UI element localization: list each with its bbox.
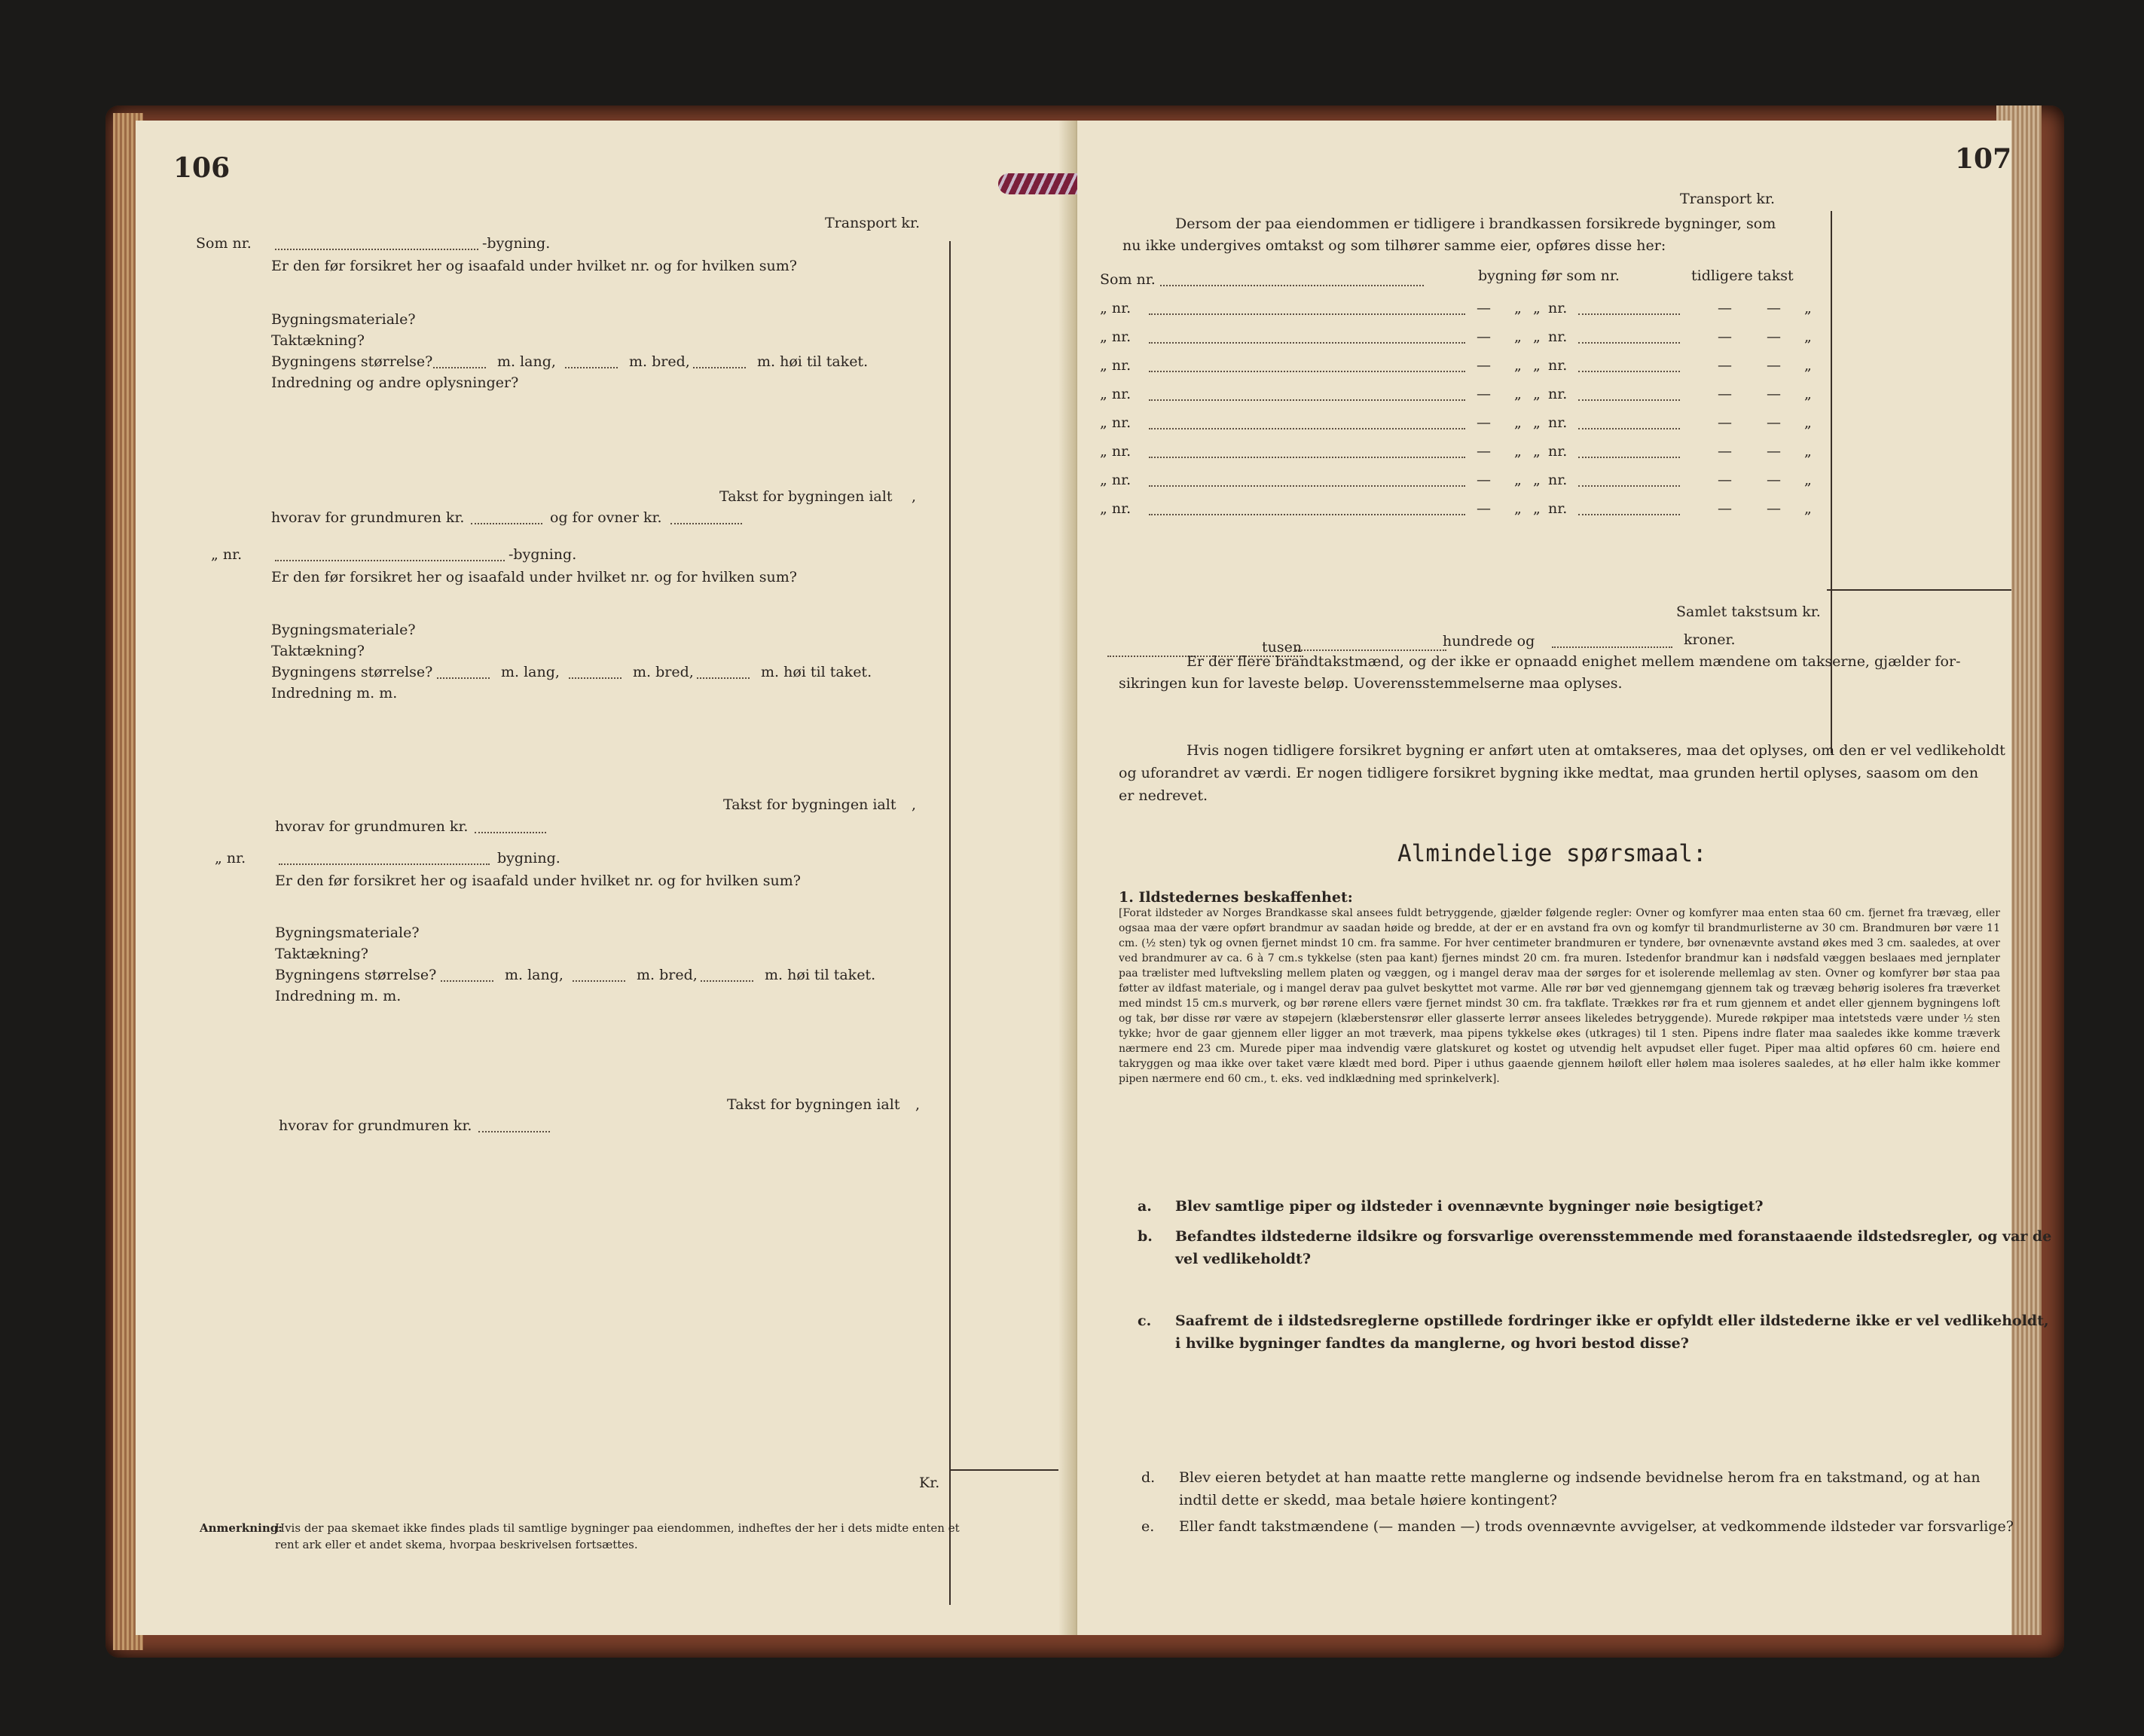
qb-text-2: vel vedlikeholdt? [1175,1251,1311,1267]
takst-ialt-label-2: Takst for bygningen ialt [723,796,896,813]
table-row-quote: „ [1514,386,1522,402]
anmerkning-label: Anmerkning: [200,1521,283,1535]
table-row-nr: nr. [1548,443,1568,460]
taktaekning-label-2: Taktækning? [271,643,365,659]
table-row-dash: — [1477,414,1491,431]
length-field-3[interactable] [441,980,493,982]
hvis-line-2: og uforandret av værdi. Er nogen tidligere forsikret bygning ikke medtat, maa grunden hertil oplyses, saasom om den [1119,765,1979,781]
bygning-suffix-3: bygning. [497,850,560,866]
anmerkning-text-1: Hvis der paa skemaet ikke findes plads til samtlige bygninger paa eiendommen, indheftes der her i dets midte enten et [275,1521,960,1535]
width-field[interactable] [565,367,618,368]
table-row-quote: „ [1514,300,1522,316]
table-row-quote: „ [1514,414,1522,431]
indredning-label-2: Indredning m. m. [271,685,398,701]
qe-letter: e. [1141,1518,1155,1535]
qc-letter: c. [1138,1313,1152,1329]
table-row-dash: — [1477,300,1491,316]
qb-text-1: Befandtes ildstederne ildsikre og forsvarlige overensstemmende med foranstaaende ildstedsregler, og var de [1175,1228,2052,1245]
m-bred-label-3: m. bred, [637,967,698,983]
comma-mark-3: , [915,1096,921,1113]
table-row-quote: „ [1533,500,1541,517]
table-row-building-field[interactable] [1149,428,1465,429]
flere-line-1: Er der flere brandtakstmænd, og der ikke er opnaadd enighet mellem mændene om takserne, gjælder for- [1187,653,1961,670]
transport-label: Transport kr. [825,215,920,231]
table-row-quote: „ [1804,414,1812,431]
table-row-dash: — [1767,386,1781,402]
transport-label-right: Transport kr. [1680,191,1775,207]
amount-column-rule-right [1831,211,1832,753]
table-row-dash: — [1477,357,1491,374]
grundmur-label: hvorav for grundmuren kr. [271,509,465,526]
grundmur-label-3: hvorav for grundmuren kr. [279,1117,472,1134]
table-row-nr-field[interactable] [1578,514,1680,515]
amount-column-rule [949,241,951,1605]
qb-letter: b. [1138,1228,1153,1245]
table-row-quote: „ [1804,472,1812,488]
table-row-building-field[interactable] [1149,457,1465,458]
table-row-dash: — [1718,357,1732,374]
hundrede-field[interactable] [1296,649,1446,651]
table-row-dash: — [1767,300,1781,316]
table-row-dash: — [1767,443,1781,460]
grundmur-label-2: hvorav for grundmuren kr. [275,818,469,835]
m-bred-label-2: m. bred, [633,664,694,680]
table-row-building-field[interactable] [1149,514,1465,515]
section-heading: Almindelige spørsmaal: [1397,840,1707,867]
left-page [136,121,1079,1635]
nr-prefix-3: „ nr. [215,850,246,866]
hundrede-label: hundrede og [1443,633,1535,649]
table-row-dash: — [1718,443,1732,460]
table-row-quote: „ [1514,443,1522,460]
table-row-prefix: „ nr. [1100,443,1132,460]
qc-text-1: Saafremt de i ildstedsreglerne opstillede fordringer ikke er opfyldt eller ildstederne ikke er vel vedlikeholdt, [1175,1313,2049,1329]
m-hoi-label: m. høi til taket. [757,353,869,370]
table-row-prefix: „ nr. [1100,472,1132,488]
intro-line-2: nu ikke undergives omtakst og som tilhører samme eier, opføres disse her: [1122,237,1666,254]
qd-text-1: Blev eieren betydet at han maatte rette manglerne og indsende bevidnelse herom fra en takstmand, og at han [1179,1469,1981,1486]
table-row-quote: „ [1514,357,1522,374]
table-row-quote: „ [1804,500,1812,517]
m-lang-label: m. lang, [497,353,556,370]
table-row-dash: — [1477,443,1491,460]
table-row-nr-field[interactable] [1578,313,1680,315]
table-row-building-field[interactable] [1149,342,1465,344]
table-row-quote: „ [1533,357,1541,374]
table-row-dash: — [1477,500,1491,517]
table-row-dash: — [1718,414,1732,431]
m-hoi-label-2: m. høi til taket. [761,664,872,680]
table-row-dash: — [1477,329,1491,345]
comma-mark-2: , [912,796,917,813]
right-page-number: 107 [1955,143,2012,175]
storrelse-label-2: Bygningens størrelse? [271,664,433,680]
table-row-nr: nr. [1548,500,1568,517]
table-row-prefix: „ nr. [1100,500,1132,517]
kroner-label: kroner. [1684,631,1736,648]
table-row-quote: „ [1514,472,1522,488]
building-nr-field-2[interactable] [275,560,505,561]
qc-text-2: i hvilke bygninger fandtes da manglerne, og hvori bestod disse? [1175,1335,1689,1352]
table-row-dash: — [1718,500,1732,517]
table-row-dash: — [1477,386,1491,402]
table-row-quote: „ [1804,443,1812,460]
som-nr-label: Som nr. [196,235,252,252]
materiale-label-2: Bygningsmateriale? [271,622,416,638]
table-row-quote: „ [1533,386,1541,402]
flere-line-2: sikringen kun for laveste beløp. Uoverensstemmelserne maa oplyses. [1119,675,1623,692]
table-row-building-field[interactable] [1149,371,1465,372]
bygning-suffix: -bygning. [482,235,551,252]
grundmur-field[interactable] [471,523,542,524]
ovner-field[interactable] [670,523,742,524]
table-row-quote: „ [1533,472,1541,488]
table-row-nr-field[interactable] [1578,399,1680,401]
table-row-prefix: „ nr. [1100,414,1132,431]
comma-mark: , [912,488,917,505]
qa-letter: a. [1138,1198,1152,1215]
table-row-dash: — [1767,329,1781,345]
samlet-label: Samlet takstsum kr. [1676,604,1821,620]
intro-line-1: Dersom der paa eiendommen er tidligere i brandkassen forsikrede bygninger, som [1175,215,1776,232]
table-row-quote: „ [1533,414,1541,431]
building-nr-field[interactable] [275,249,478,250]
indredning-label-3: Indredning m. m. [275,988,402,1004]
storrelse-label-3: Bygningens størrelse? [275,967,437,983]
right-page [1077,121,2052,1635]
table-row-quote: „ [1804,357,1812,374]
bygning-for-label: bygning før som nr. [1478,267,1620,284]
table-row-dash: — [1718,472,1732,488]
ovner-label: og for ovner kr. [550,509,662,526]
length-field-2[interactable] [437,677,490,679]
length-field[interactable] [433,367,486,368]
table-row-nr: nr. [1548,472,1568,488]
table-row-dash: — [1718,386,1732,402]
table-row-quote: „ [1804,329,1812,345]
table-row-prefix: „ nr. [1100,329,1132,345]
nr-prefix-2: „ nr. [211,546,243,563]
width-field-3[interactable] [573,980,625,982]
kroner-field[interactable] [1552,646,1672,648]
tusen-label: tusen [1262,639,1303,656]
table-row-nr-field[interactable] [1578,342,1680,344]
takst-ialt-label-3: Takst for bygningen ialt [727,1096,900,1113]
table-row-dash: — [1477,472,1491,488]
table-row-building-field[interactable] [1149,313,1465,315]
table-row-quote: „ [1533,443,1541,460]
anmerkning-text-2: rent ark eller et andet skema, hvorpaa beskrivelsen fortsættes. [275,1538,638,1551]
table-row-quote: „ [1514,500,1522,517]
qd-letter: d. [1141,1469,1156,1486]
total-kr-label: Kr. [919,1475,940,1491]
table-row-dash: — [1718,300,1732,316]
building-nr-field-3[interactable] [279,863,490,865]
width-field-2[interactable] [569,677,622,679]
taktaekning-label-3: Taktækning? [275,946,368,962]
table-row-prefix: „ nr. [1100,357,1132,374]
table-row-prefix: „ nr. [1100,386,1132,402]
takst-ialt-label: Takst for bygningen ialt [719,488,893,505]
m-bred-label: m. bred, [629,353,690,370]
table-row-dash: — [1767,357,1781,374]
bygning-suffix-2: -bygning. [509,546,577,563]
forsikret-question-2: Er den før forsikret her og isaafald under hvilket nr. og for hvilken sum? [271,569,797,585]
tidligere-takst-label: tidligere takst [1691,267,1794,284]
indredning-label: Indredning og andre oplysninger? [271,374,519,391]
sum-rule [1827,589,2011,591]
grundmur-field-3[interactable] [478,1131,550,1132]
table-som-nr: Som nr. [1100,271,1156,288]
hvis-line-1: Hvis nogen tidligere forsikret bygning er anført uten at omtakseres, maa det oplyses, om den er vel vedlikeholdt [1187,742,2005,759]
m-lang-label-3: m. lang, [505,967,563,983]
grundmur-field-2[interactable] [475,832,546,833]
table-row-dash: — [1767,500,1781,517]
table-row-dash: — [1767,414,1781,431]
table-row-0-field[interactable] [1160,285,1424,286]
m-hoi-label-3: m. høi til taket. [765,967,876,983]
table-row-nr: nr. [1548,300,1568,316]
table-row-nr: nr. [1548,329,1568,345]
table-row-dash: — [1718,329,1732,345]
table-row-building-field[interactable] [1149,399,1465,401]
height-field-2[interactable] [697,677,750,679]
table-row-nr: nr. [1548,414,1568,431]
left-page-number: 106 [173,152,231,184]
table-row-quote: „ [1804,386,1812,402]
table-row-dash: — [1767,472,1781,488]
m-lang-label-2: m. lang, [501,664,560,680]
table-row-nr: nr. [1548,357,1568,374]
height-field-3[interactable] [701,980,753,982]
forsikret-question-3: Er den før forsikret her og isaafald under hvilket nr. og for hvilken sum? [275,873,801,889]
storrelse-label: Bygningens størrelse? [271,353,433,370]
taktaekning-label: Taktækning? [271,332,365,349]
q1-title: 1. Ildstedernes beskaffenhet: [1119,889,1353,906]
materiale-label-3: Bygningsmateriale? [275,925,420,941]
materiale-label: Bygningsmateriale? [271,311,416,328]
table-row-nr-field[interactable] [1578,457,1680,458]
hvis-line-3: er nedrevet. [1119,787,1208,804]
q1-rules: [Forat ildsteder av Norges Brandkasse skal ansees fuldt betryggende, gjælder følgende regler: Ovner og komfyrer maa enten staa 60 cm. fjernet fra trævæg, eller ogsaa maa der være opført brandmur av saadan høide og bredde, at der er en avstand fra ovn og komfyr til brandmurlisterne av 30 cm. Brandmuren bør være 11 cm. (½ sten) tyk og ovnen fjernet mindst 10 cm. fra samme. For hver centimeter brandmuren er tyndere, bør ovnenævnte avstand økes med 3 cm. saaledes, at over ved brandmurer av ca. 6 à 7 cm.s tykkelse (sten paa kant) fjernes mindst 20 cm. fra muren. Istedenfor brandmur kan i nødsfald væggen beslaaes med jernplater paa trælister med luftveksling mellem platen og væggen, og i mangel derav maa der sørges for et isolerende mellemlag av sten. Ovner og komfyrer bør staa paa føtter av ildfast materiale, og i mangel derav paa gulvet beskyttet mot varme. Alle rør bør ved gjennemgang gjennem tak og trævæg behørig isoleres fra træverket med mindst 15 cm.s murverk, og bør rørene ellers være fjernet mindst 30 cm. fra takflate. Trækkes rør fra et rum gjennem et andet eller gjennem bygningens loft og tak, bør disse rør være av støpejern (klæberstensrør eller glasserte lerrør ansees likeledes betryggende). Murede røkpiper maa intetsteds være under ½ sten tykke; hvor de gaar gjennem eller ligger an mot træverk, maa pipens tykkelse økes (utkrages) til 1 sten. Pipens indre flater maa saaledes ikke komme træverk nærmere end 23 cm. Murede piper maa indvendig være glatskuret og kostet og utvendig helt avpudset eller fuget. Piper maa altid opføres 60 cm. høiere end takryggen og maa ikke over taket være klædt med bord. Piper i uthus gaaende gjennem høiloft eller hølem maa isoleres saaledes, at hø eller halm ikke kommer pipen nærmere end 60 cm., t. eks. ved indklædning med sprinkelverk]. [1119,907,2000,1085]
table-row-quote: „ [1514,329,1522,345]
qa-text: Blev samtlige piper og ildsteder i ovennævnte bygninger nøie besigtiget? [1175,1198,1764,1215]
table-row-quote: „ [1533,300,1541,316]
total-rule [951,1469,1062,1471]
table-row-nr-field[interactable] [1578,485,1680,487]
qe-text: Eller fandt takstmændene (— manden —) trods ovennævnte avvigelser, at vedkommende ildsteder var forsvarlige? [1179,1518,2014,1535]
forsikret-question: Er den før forsikret her og isaafald under hvilket nr. og for hvilken sum? [271,258,797,274]
table-row-prefix: „ nr. [1100,300,1132,316]
table-row-quote: „ [1533,329,1541,345]
height-field[interactable] [693,367,746,368]
table-row-nr-field[interactable] [1578,428,1680,429]
table-row-nr-field[interactable] [1578,371,1680,372]
table-row-quote: „ [1804,300,1812,316]
qd-text-2: indtil dette er skedd, maa betale høiere kontingent? [1179,1492,1557,1508]
table-row-nr: nr. [1548,386,1568,402]
table-row-building-field[interactable] [1149,485,1465,487]
